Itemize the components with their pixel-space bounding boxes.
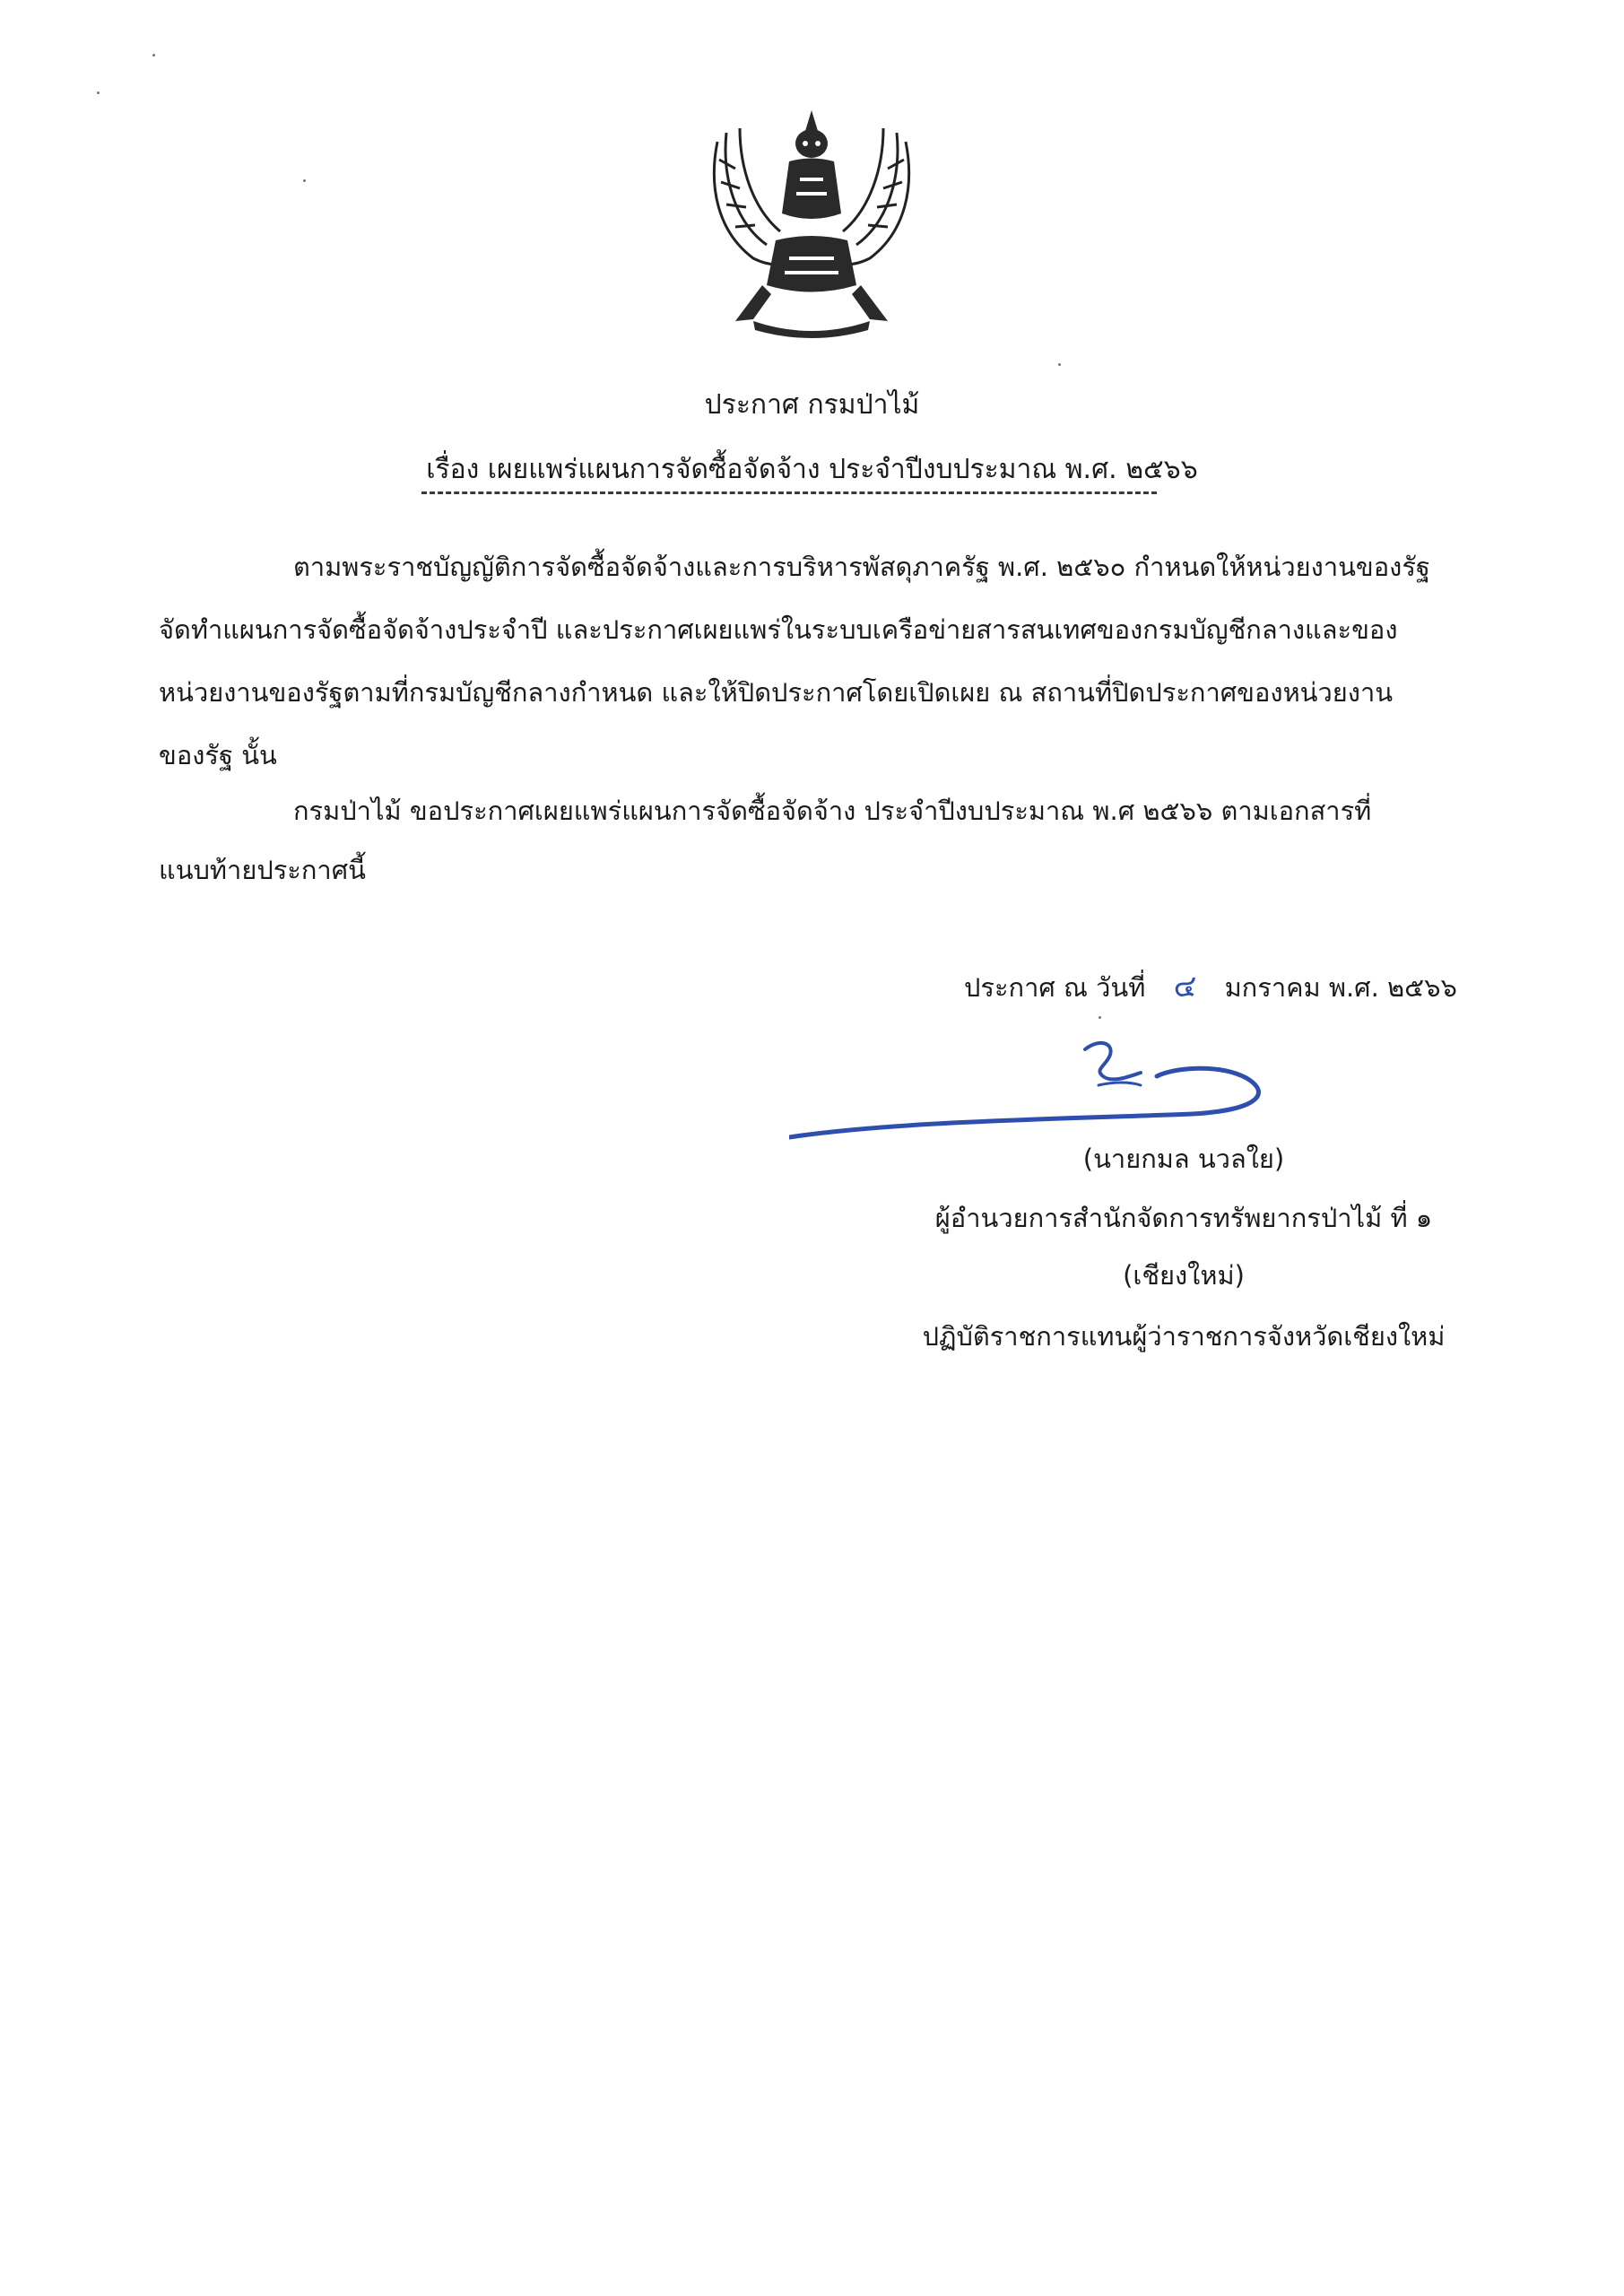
paragraph1-line2: จัดทำแผนการจัดซื้อจัดจ้างประจำปี และประกาศเผยแพร่ในระบบเครือข่ายสารสนเทศของกรมบัญชีกลางและของ [159, 614, 1398, 645]
dashed-divider [421, 491, 1157, 494]
scan-speck [1058, 363, 1061, 366]
date-day-handwritten: ๔ [1173, 969, 1197, 1004]
paragraph2-line2: แนบท้ายประกาศนี้ [159, 855, 366, 885]
signatory-position-line3: ปฏิบัติราชการแทนผู้ว่าราชการจังหวัดเชียงใหม่ [922, 1321, 1446, 1352]
scan-speck [152, 54, 155, 57]
signatory-position-line2: (เชียงใหม่) [1123, 1260, 1245, 1291]
paragraph1-line1: ตามพระราชบัญญัติการจัดซื้อจัดจ้างและการบริหารพัสดุภาครัฐ พ.ศ. ๒๕๖๐ กำหนดให้หน่วยงานของรัฐ [293, 552, 1430, 582]
signatory-position-line1: ผู้อำนวยการสำนักจัดการทรัพยากรป่าไม้ ที่ ๑ [934, 1203, 1433, 1233]
date-suffix: มกราคม พ.ศ. ๒๕๖๖ [1224, 972, 1457, 1003]
scan-speck [1099, 1016, 1101, 1019]
announcement-title: ประกาศ กรมป่าไม้ [704, 389, 920, 421]
date-prefix: ประกาศ ณ วันที่ [964, 972, 1146, 1003]
scan-speck [303, 179, 306, 182]
paragraph1-line4: ของรัฐ นั้น [159, 740, 277, 770]
signatory-name: (นายกมล นวลใย) [1082, 1144, 1285, 1174]
scan-speck [97, 91, 100, 94]
subject-line: เรื่อง เผยแพร่แผนการจัดซื้อจัดจ้าง ประจำปีงบประมาณ พ.ศ. ๒๕๖๖ [426, 454, 1198, 485]
paragraph2-line1: กรมป่าไม้ ขอประกาศเผยแพร่แผนการจัดซื้อจัดจ้าง ประจำปีงบประมาณ พ.ศ ๒๕๖๖ ตามเอกสารที่ [293, 796, 1372, 826]
signature-icon [789, 1031, 1273, 1157]
date-line [964, 967, 1457, 1007]
garuda-emblem-icon [699, 106, 924, 348]
paragraph1-line3: หน่วยงานของรัฐตามที่กรมบัญชีกลางกำหนด และให้ปิดประกาศโดยเปิดเผย ณ สถานที่ปิดประกาศของหน่วยงาน [159, 677, 1394, 708]
